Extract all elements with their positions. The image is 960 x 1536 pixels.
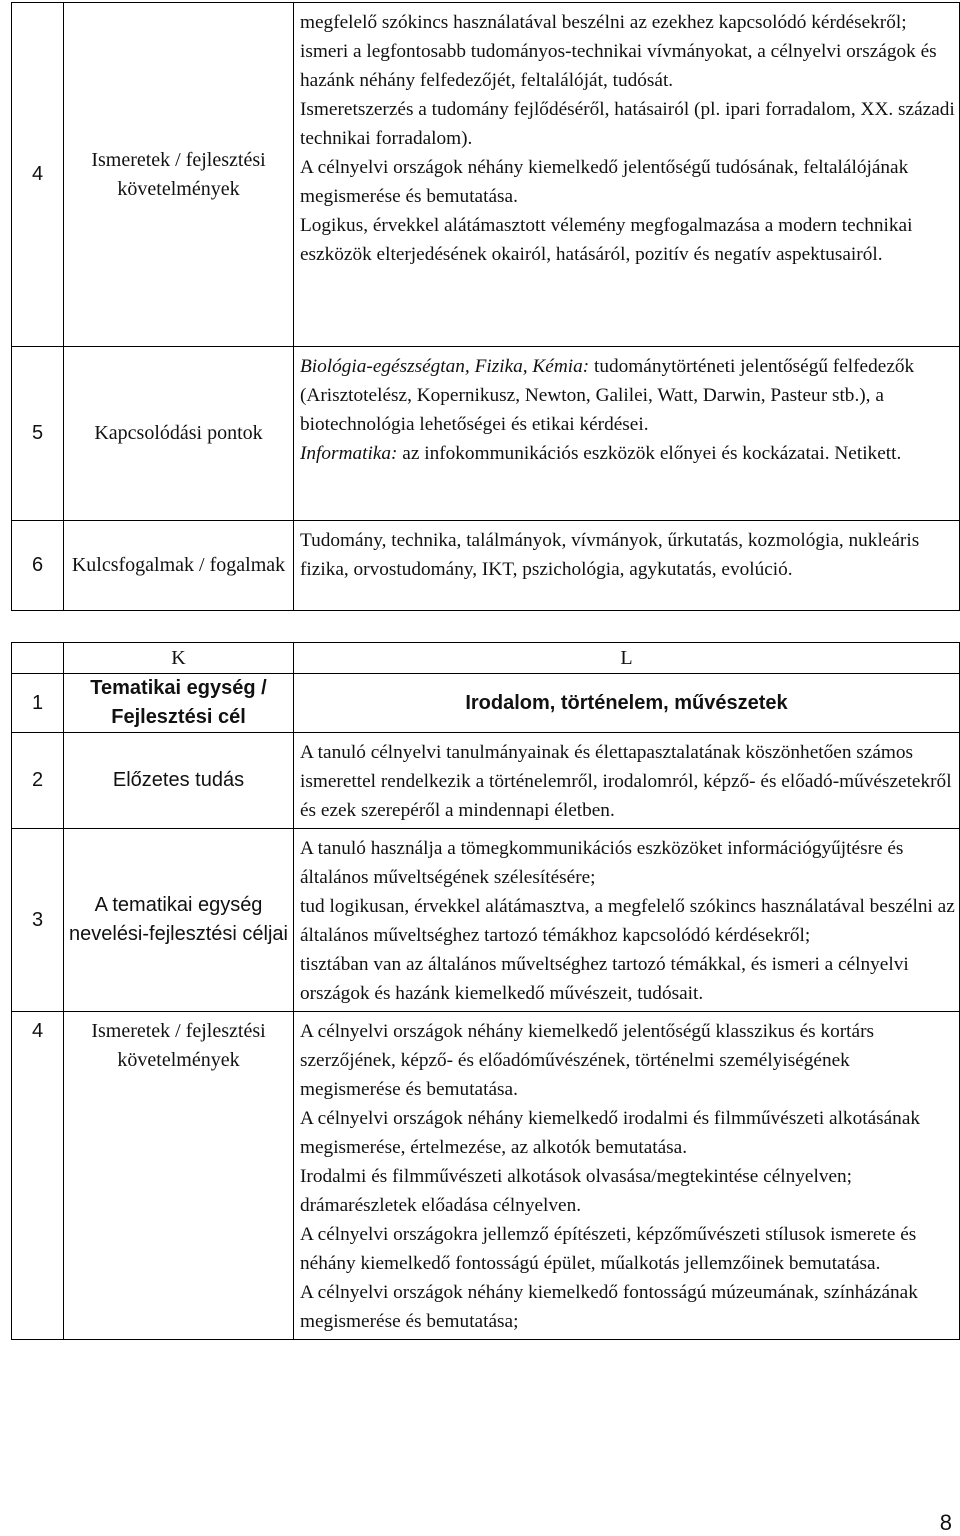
paragraph-text: tudománytörténeti jelentőségű felfedezők (Arisztotelész, Kopernikusz, Newton, Galilei, Watt, Darwin, Pasteur stb.), a biotechnológia lehetőségei és etikai kérdései.	[300, 356, 915, 435]
row-content	[294, 829, 960, 1012]
curriculum-table-top	[11, 2, 960, 611]
paragraph-text: az infokommunikációs eszközök előnyei és kockázatai. Netikett.	[397, 443, 902, 464]
subject-list: Informatika:	[300, 443, 398, 464]
column-header-k: K	[64, 643, 294, 674]
row-label: A tematikai egység nevelési-fejlesztési céljai	[64, 829, 294, 1012]
page-number: 8	[939, 1510, 952, 1535]
paragraph: A célnyelvi országok néhány kiemelkedő jelentőségű klasszikus és kortárs szerzőjének, képző- és előadóművészének, történelmi személyiségének megismerése és bemutatása.	[300, 1021, 874, 1100]
row-label: Ismeretek / fejlesztési követelmények	[64, 3, 294, 347]
paragraph: Ismeretszerzés a tudomány fejlődéséről, hatásairól (pl. ipari forradalom, XX. századi technikai forradalom).	[300, 99, 955, 149]
paragraph: Logikus, érvekkel alátámasztott vélemény megfogalmazása a modern technikai eszközök elterjedésének okairól, hatásáról, pozitív és negatív aspektusairól.	[300, 215, 913, 265]
paragraph: tud logikusan, érvekkel alátámasztva, a megfelelő szókincs használatával beszélni az általános műveltséghez tartozó témákhoz kapcsolódó kérdésekről;	[300, 896, 955, 946]
row-label: Kapcsolódási pontok	[64, 347, 294, 521]
row-number: 4	[12, 1012, 64, 1340]
row-label: Előzetes tudás	[64, 733, 294, 829]
table-row	[12, 674, 960, 733]
row-number: 1	[12, 674, 64, 733]
table-row	[12, 733, 960, 829]
row-number: 4	[12, 3, 64, 347]
row-content	[294, 3, 960, 347]
curriculum-table-bottom	[11, 642, 960, 1340]
row-content: A tanuló célnyelvi tanulmányainak és élettapasztalatának köszönhetően számos ismerettel rendelkezik a történelemről, irodalomról, képző- és előadó-művészetekről és ezek szerepéről a mindennapi életben.	[294, 733, 960, 829]
row-label: Ismeretek / fejlesztési követelmények	[64, 1012, 294, 1340]
paragraph: ismeri a legfontosabb tudományos-technikai vívmányokat, a célnyelvi országok és hazánk néhány felfedezőjét, feltalálóját, tudósát.	[300, 41, 937, 91]
table-row	[12, 1012, 960, 1340]
paragraph: tisztában van az általános műveltséghez tartozó témákkal, és ismeri a célnyelvi országok és hazánk kiemelkedő művészeit, tudósait.	[300, 954, 909, 1004]
paragraph: megfelelő szókincs használatával beszélni az ezekhez kapcsolódó kérdésekről;	[300, 12, 907, 33]
unit-title: Irodalom, történelem, művészetek	[294, 674, 960, 733]
row-number: 5	[12, 347, 64, 521]
paragraph: A célnyelvi országokra jellemző építészeti, képzőművészeti stílusok ismerete és néhány kiemelkedő fontosságú épület, műalkotás jellemzőinek bemutatása.	[300, 1224, 917, 1274]
row-number: 3	[12, 829, 64, 1012]
header-blank-cell	[12, 643, 64, 674]
paragraph: A célnyelvi országok néhány kiemelkedő irodalmi és filmművészeti alkotásának megismerése, értelmezése, az alkotók bemutatása.	[300, 1108, 921, 1158]
paragraph: Irodalmi és filmművészeti alkotások olvasása/megtekintése célnyelven; drámarészletek előadása célnyelven.	[300, 1166, 853, 1216]
table-row	[12, 3, 960, 347]
row-content	[294, 1012, 960, 1340]
table-row	[12, 829, 960, 1012]
row-content	[294, 347, 960, 521]
paragraph: A tanuló használja a tömegkommunikációs eszközöket információgyűjtésre és általános műveltségének szélesítésére;	[300, 838, 904, 888]
row-content: Tudomány, technika, találmányok, vívmányok, űrkutatás, kozmológia, nukleáris fizika, orvostudomány, IKT, pszichológia, agykutatás, evolúció.	[294, 521, 960, 611]
paragraph: A célnyelvi országok néhány kiemelkedő jelentőségű tudósának, feltalálójának megismerése és bemutatása.	[300, 157, 909, 207]
row-label: Tematikai egység / Fejlesztési cél	[64, 674, 294, 733]
paragraph	[300, 439, 955, 468]
paragraph	[300, 352, 955, 439]
column-header-l: L	[294, 643, 960, 674]
row-number: 2	[12, 733, 64, 829]
row-label: Kulcsfogalmak / fogalmak	[64, 521, 294, 611]
table-row	[12, 521, 960, 611]
table-header-row	[12, 643, 960, 674]
subject-list: Biológia-egészségtan, Fizika, Kémia:	[300, 356, 590, 377]
row-number: 6	[12, 521, 64, 611]
paragraph: A célnyelvi országok néhány kiemelkedő fontosságú múzeumának, színházának megismerése és bemutatása;	[300, 1282, 918, 1332]
table-row	[12, 347, 960, 521]
